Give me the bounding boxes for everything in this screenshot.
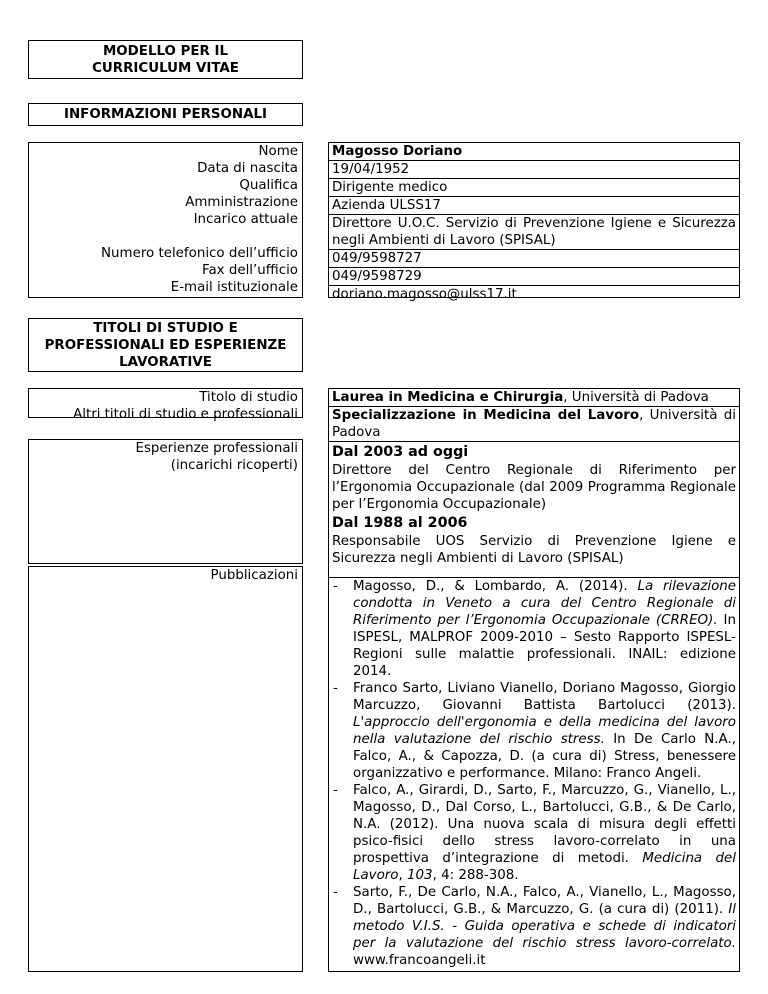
specialization-university: , Università di Padova: [332, 408, 736, 440]
personal-labels: [28, 142, 303, 298]
studies-labels-top: [28, 388, 303, 422]
value-telefono: 049/9598727: [329, 249, 739, 267]
label-fax: Fax dell’ufficio: [201, 263, 298, 278]
publication-title: La rilevazione condotta in Veneto a cura del Centro Regionale di Riferimento per l’Ergonomia Occupazionale (CRREO).: [353, 579, 737, 628]
value-amministrazione: Azienda ULSS17: [329, 196, 739, 214]
label-spacer: [29, 228, 298, 245]
publication-authors: Falco, A., Girardi, D., Sarto, F., Marcuzzo, G., Vianello, L., Magosso, D., Dal Corso, L., Bartolucci, G.B., & De Carlo, N.A. (2012). Una nuova scala di misura degli effetti psico-fisici dello stress lavoro-correlato in una prospettiva d’integrazione di metodi.: [353, 783, 736, 866]
cv-model-title-line2: CURRICULUM VITAE: [92, 61, 239, 76]
publication-pages: , 4: 288-308.: [432, 868, 519, 883]
value-esperienze: [329, 441, 739, 577]
publication-item: [329, 782, 736, 884]
publication-source: In ISPESL, MALPROF 2009-2010 – Sesto Rapporto ISPESL-Regioni sulle malattie professionali. INAIL: edizione 2014.: [353, 613, 736, 679]
value-fax: 049/9598729: [329, 267, 739, 285]
value-altri-titoli: [329, 406, 739, 441]
publication-authors: Magosso, D., & Lombardo, A. (2014).: [353, 579, 638, 594]
personal-values: [328, 142, 740, 302]
cv-model-title-line1: MODELLO PER IL: [102, 44, 229, 59]
label-qualifica: Qualifica: [239, 178, 298, 193]
value-nome: Magosso Doriano: [332, 144, 463, 159]
label-incarico: Incarico attuale: [193, 212, 298, 227]
publication-source: www.francoangeli.it: [353, 953, 486, 968]
label-pubblicazioni: Pubblicazioni: [28, 566, 303, 972]
degree-university: , Università di Padova: [563, 390, 709, 405]
label-telefono: Numero telefonico dell’ufficio: [101, 246, 298, 261]
studies-title-line3: LAVORATIVE: [119, 355, 212, 370]
label-amministrazione: Amministrazione: [185, 195, 298, 210]
label-data-nascita: Data di nascita: [197, 161, 298, 176]
value-qualifica: Dirigente medico: [329, 178, 739, 196]
studies-title: [28, 318, 303, 372]
publications-list: [329, 578, 736, 969]
label-altri-titoli: Altri titoli di studio e professionali: [73, 407, 298, 422]
value-pubblicazioni: [329, 577, 739, 969]
publication-item: [329, 884, 736, 969]
label-esperienze: Esperienze professionali (incarichi ricoperti): [28, 439, 303, 564]
value-data-nascita: 19/04/1952: [329, 160, 739, 178]
publication-journal: Medicina del Lavoro: [353, 851, 736, 883]
value-incarico: Direttore U.O.C. Servizio di Prevenzione Igiene e Sicurezza negli Ambienti di Lavoro (SPISAL): [329, 214, 739, 249]
publication-authors: Sarto, F., De Carlo, N.A., Falco, A., Vianello, L., Magosso, D., Bartolucci, G.B., & Marcuzzo, G. (a cura di) (2011).: [353, 885, 736, 917]
cv-model-title: [28, 40, 303, 79]
publication-title: L'approccio dell'ergonomia e della medicina del lavoro nella valutazione del rischio stress.: [353, 715, 736, 747]
publication-item: [329, 680, 736, 782]
publication-title: Il metodo V.I.S. - Guida operativa e schede di indicatori per la valutazione del rischio stress lavoro-correlato.: [353, 902, 736, 951]
publication-sep: ,: [398, 868, 407, 883]
label-email: E-mail istituzionale: [170, 280, 298, 295]
value-titolo-studio: [329, 389, 739, 406]
publication-source: In De Carlo N.A., Falco, A., & Capozza, D. (a cura di) Stress, benessere organizzativo e performance. Milano: Franco Angeli.: [353, 732, 736, 781]
experience-text: Direttore del Centro Regionale di Riferimento per l’Ergonomia Occupazionale (dal 2009 Programma Regionale per l’Ergonomia Occupazionale): [332, 463, 736, 512]
experience-years: Dal 1988 al 2006: [332, 515, 468, 531]
label-titolo-studio: Titolo di studio: [199, 390, 298, 405]
studies-title-line1: TITOLI DI STUDIO E: [93, 321, 238, 336]
studies-values: [328, 388, 740, 972]
studies-title-line2: PROFESSIONALI ED ESPERIENZE: [44, 338, 287, 353]
publication-authors: Franco Sarto, Liviano Vianello, Doriano Magosso, Giorgio Marcuzzo, Giovanni Battista Bartolucci (2013).: [353, 681, 736, 713]
personal-info-title: INFORMAZIONI PERSONALI: [28, 103, 303, 126]
experience-text: Responsabile UOS Servizio di Prevenzione Igiene e Sicurezza negli Ambienti di Lavoro (SPISAL): [332, 534, 736, 566]
publication-volume: 103: [407, 868, 433, 883]
label-nome: Nome: [258, 144, 298, 159]
experience-years: Dal 2003 ad oggi: [332, 444, 469, 460]
specialization-name: Specializzazione in Medicina del Lavoro: [332, 408, 640, 423]
degree-name: Laurea in Medicina e Chirurgia: [332, 390, 564, 405]
publication-item: [329, 578, 736, 680]
value-email: doriano.magosso@ulss17.it: [329, 285, 739, 303]
